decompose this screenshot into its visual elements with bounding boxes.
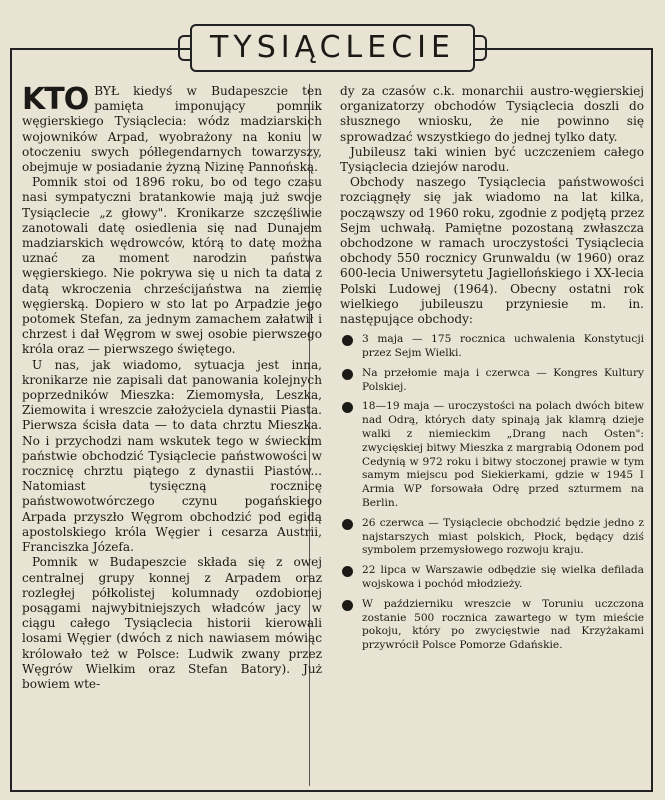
- bullet-icon: [342, 600, 353, 611]
- paragraph-5: dy za czasów c.k. monarchii austro-węgierskiej organizatorzy obchodów Tysiąclecia doszli do słusznego wniosku, że nie powinno się sprowadzać wszystkiego do jednej tylko daty.: [340, 84, 644, 144]
- list-item-text: Na przełomie maja i czerwca — Kongres Kultury Polskiej.: [362, 366, 644, 393]
- bullet-icon: [342, 519, 353, 530]
- title-box: [190, 24, 475, 72]
- list-item-text: W październiku wreszcie w Toruniu uczczona zostanie 500 rocznica zawartego w tym mieście pokoju, który po zwycięstwie nad Krzyżakami przywrócił Polsce Pomorze Gdańskie.: [362, 597, 644, 652]
- paragraph-3: U nas, jak wiadomo, sytuacja jest inna, kronikarze nie zapisali dat panowania kolejnych poprzedników Mieszka: Ziemomysła, Leszka, Ziemowita i wreszcie założyciela dynastii Piasta. Pierwsza ścisła data — to data chrztu Mieszka. No i przychodzi nam wskutek tego w świeckim państwie obchodzić Tysiąclecie państwowości w rocznicę chrztu piątego z dynastii Piastów... Natomiast tysięczną rocznicę państwowotwórczego czynu pogańskiego Arpada przyszło Węgrom obchodzić pod egidą apostolskiego króla Węgier i cesarza Austrii, Franciszka Józefa.: [22, 357, 322, 555]
- list-item: [340, 367, 644, 395]
- left-column: [22, 84, 322, 692]
- paragraph-1: [22, 84, 322, 175]
- bullet-icon: [342, 402, 353, 413]
- right-column: [340, 84, 644, 653]
- paragraph-6: Jubileusz taki winien być uczczeniem całego Tysiąclecia dziejów narodu.: [340, 144, 644, 175]
- list-item-text: 3 maja — 175 rocznica uchwalenia Konstytucji przez Sejm Wielki.: [362, 333, 644, 360]
- paragraph-1-text: BYŁ kiedyś w Budapeszcie ten pamięta imponujący pomnik węgierskiego Tysiąclecia: wódz madziarskich wojowników Arpad, wyobrażony na koniu w otoczeniu swych półlegendarnych towarzyszy, obejmuje w posiadanie żyzną Nizinę Pannońską.: [22, 84, 322, 175]
- paragraph-7: Obchody naszego Tysiąclecia państwowości rozciągnęły się jak wiadomo na lat kilka, począwszy od 1960 roku, zgodnie z podjętą przez Sejm uchwałą. Pamiętne pozostaną zwłaszcza obchodzone w ramach uroczystości Tysiąclecia obchody 550 rocznicy Grunwaldu (w 1960) oraz 600-lecia Uniwersytetu Jagiellońskiego i XX-lecia Polski Ludowej (1964). Obecny ostatni rok wielkiego jubileuszu przyniesie m. in. następujące obchody:: [340, 175, 644, 327]
- article-title: TYSIĄCLECIE: [210, 30, 455, 65]
- list-item-text: 22 lipca w Warszawie odbędzie się wielka defilada wojskowa i pochód młodzieży.: [362, 564, 644, 590]
- title-banner: [0, 18, 665, 78]
- list-item: [340, 333, 644, 361]
- bullet-icon: [342, 335, 353, 346]
- bullet-icon: [342, 369, 353, 380]
- list-item-text: 26 czerwca — Tysiąclecie obchodzić będzie jedno z najstarszych miast polskich, Płock, będący dziś symbolem przemysłowego rozwoju kraju.: [362, 516, 644, 557]
- drop-cap: KTO: [22, 82, 89, 117]
- list-item: [340, 517, 644, 558]
- list-item: [340, 400, 644, 510]
- paragraph-4: Pomnik w Budapeszcie składa się z owej centralnej grupy konnej z Arpadem oraz rozległej półkolistej kolumnady ozdobionej posągami najwybitniejszych władców jacy w ciągu całego Tysiąclecia historii kierowali losami Węgier (dwóch z nich nawiasem mówiąc królowało też w Polsce: Ludwik zwany przez Węgrów Wielkim oraz Stefan Batory). Już bowiem wte-: [22, 555, 322, 691]
- bullet-icon: [342, 566, 353, 577]
- article-body: [22, 84, 648, 784]
- paragraph-2: Pomnik stoi od 1896 roku, bo od tego czasu nasi sympatyczni bratankowie mają już swoje Tysiąclecie „z głowy". Kronikarze szczęśliwie zanotowali datę osiedlenia się nad Dunajem madziarskich wędrowców, którą to datę można uznać za moment narodzin państwa węgierskiego. Nie pokrywa się u nich ta data z datą wkroczenia chrześcijaństwa na ziemię węgierską. Dopiero w sto lat po Arpadzie jego potomek Stefan, za jednym zamachem załatwił i chrzest i dał Węgrom w swej osobie pierwszego króla oraz — pierwszego świętego.: [22, 175, 322, 357]
- list-item: [340, 598, 644, 653]
- list-item: [340, 564, 644, 592]
- list-item-text: 18—19 maja — uroczystości na polach dwóch bitew nad Odrą, których daty spinają jak klamrą dzieje walki z niemieckim „Drang nach Osten": zwycięskiej bitwy Mieszka z margrabią Odonem pod Cedynią w 972 roku i bitwy stoczonej prawie w tym samym miejscu pod Siekierkami, gdzie w 1945 I Armia WP forsowała Odrę przed szturmem na Berlin.: [362, 400, 644, 510]
